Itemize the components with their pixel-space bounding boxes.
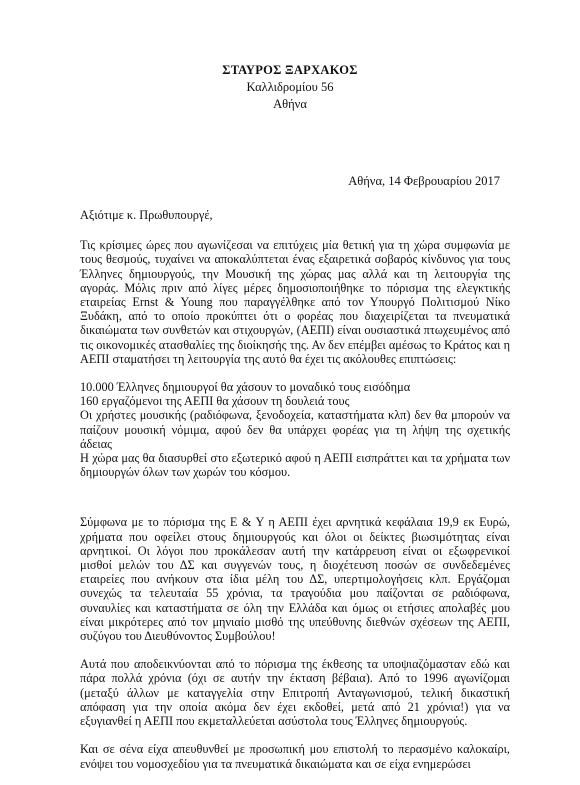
paragraph-1: Τις κρίσιμες ώρες που αγωνίζεσαι να επιτύχεις μία θετική για τη χώρα συμφωνία με τους θεσμούς, τυχαίνει να αποκαλύπτεται ένας εξαιρετικά σοβαρός κίνδυνος για τους Έλληνες δημιουργούς, την Μουσική της χώρας μας αλλά και τη λειτουργία της αγοράς. Μόλις πριν από λίγες μέρες δημοσιοποιήθηκε το πόρισμα της ελεγκτικής εταιρείας Ernst & Young που παραγγέλθηκε από τον Υπουργό Πολιτισμού Νίκο Ξυδάκη, από το οποίο προκύπτει ότι ο φορέας που διαχειρίζεται τα πνευματικά δικαιώματα των συνθετών και στιχουργών, (ΑΕΠΙ) είναι ουσιαστικά πτωχευμένος από τις οικονομικές ατασθαλίες της διοίκησής της. Αν δεν επέμβει αμέσως το Κράτος και η ΑΕΠΙ σταματήσει τη λειτουργία της αυτό θα έχει τις ακόλουθες επιπτώσεις: [80, 238, 510, 366]
consequence-item: 10.000 Έλληνες δημιουργοί θα χάσουν το μοναδικό τους εισόδημα [80, 380, 411, 395]
letter-date: Αθήνα, 14 Φεβρουαρίου 2017 [348, 174, 500, 188]
letter-body [80, 208, 510, 785]
paragraph-4: Και σε σένα είχα απευθυνθεί με προσωπική μου επιστολή το περασμένο καλοκαίρι, ενόψει του νομοσχεδίου για τα πνευματικά δικαιώματα και σε είχα ενημερώσει [80, 742, 510, 771]
sender-city: Αθήνα [273, 97, 307, 111]
paragraph-3: Αυτά που αποδεικνύονται από το πόρισμα της έκθεσης τα υποψιαζόμασταν εδώ και πάρα πολλά χρόνια (όχι σε αυτήν την έκταση βέβαια). Από το 1996 αγωνίζομαι (μεταξύ άλλων με καταγγελία στην Επιτροπή Ανταγωνισμού, τελική δικαστική απόφαση για την οποία ακόμα δεν έχει εκδοθεί, μετά από 21 χρόνια!) για να εξυγιανθεί η ΑΕΠΙ που εκμεταλλεύεται ασύστολα τους Έλληνες δημιουργούς. [80, 657, 510, 729]
consequence-item: 160 εργαζόμενοι της ΑΕΠΙ θα χάσουν τη δουλειά τους [80, 394, 350, 409]
consequence-item: Η χώρα μας θα διασυρθεί στο εξωτερικό αφού η ΑΕΠΙ εισπράττει και τα χρήματα των δημιουργών όλων των χωρών του κόσμου. [80, 451, 510, 480]
consequences-list [80, 380, 510, 479]
sender-block [0, 62, 580, 113]
consequence-item: Οι χρήστες μουσικής (ραδιόφωνα, ξενοδοχεία, καταστήματα κλπ) δεν θα μπορούν να παίζουν μουσική νόμιμα, αφού δεν θα υπάρχει φορέας για τη λήψη της σχετικής άδειας [80, 408, 510, 451]
greeting: Αξιότιμε κ. Πρωθυπουργέ, [80, 208, 213, 222]
sender-street: Καλλιδρομίου 56 [246, 80, 334, 94]
sender-name: ΣΤΑΥΡΟΣ ΞΑΡΧΑΚΟΣ [222, 63, 358, 77]
paragraph-2: Σύμφωνα με το πόρισμα της Ε & Υ η ΑΕΠΙ έχει αρνητικά κεφάλαια 19,9 εκ Ευρώ, χρήματα που οφείλει στους δημιουργούς και όλοι οι δείκτες βιωσιμότητας είναι αρνητικοί. Οι λόγοι που προκάλεσαν αυτή την κατάρρευση είναι οι εξωφρενικοί μισθοί μελών του ΔΣ και συγγενών τους, η διοχέτευση ποσών σε συνδεδεμένες εταιρείες που ανήκουν στα ίδια μέλη του ΔΣ, υπερτιμολογήσεις κλπ. Εργάζομαι συνεχώς τα τελευταία 55 χρόνια, τα τραγούδια μου παίζονται σε ραδιόφωνα, συναυλίες και καταστήματα σε όλη την Ελλάδα και όμως οι ετήσιες απολαβές μου είναι μικρότερες από τον μηνιαίο μισθό της υπεύθυνης διεθνών σχέσεων της ΑΕΠΙ, συζύγου του Διευθύνοντος Συμβούλου! [80, 515, 510, 644]
